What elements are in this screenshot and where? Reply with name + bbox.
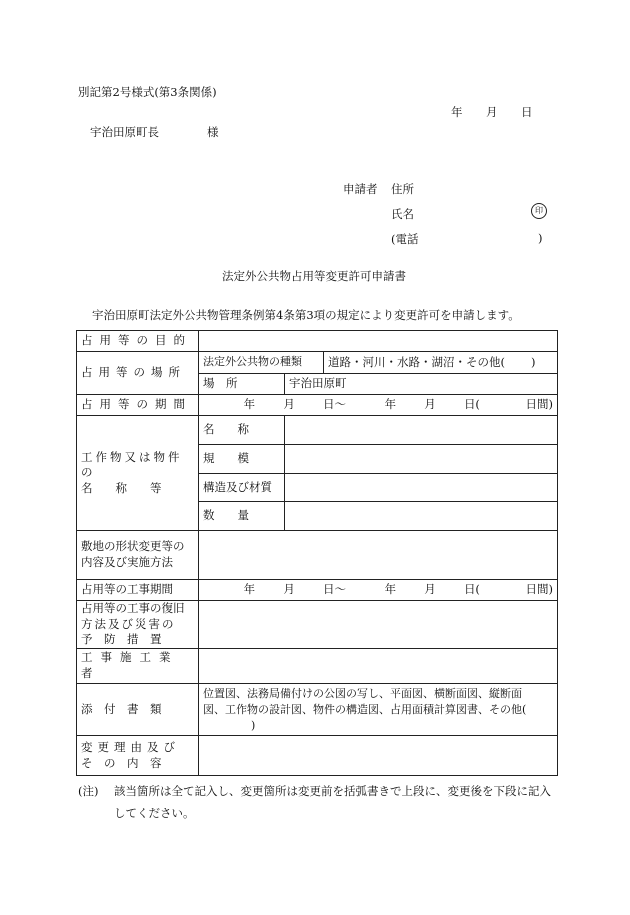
value-work-period[interactable] <box>199 580 558 601</box>
address-label: 住所 <box>391 182 414 196</box>
label-reason-line1: 変更理由及び <box>81 739 180 754</box>
work-day-from: 日〜 <box>322 582 346 597</box>
period-month: 月 <box>283 397 295 412</box>
form-number: 別記第2号様式(第3条関係) <box>78 85 217 99</box>
label-structure-line1: 工作物又は物件の <box>81 449 183 480</box>
label-sub-quantity: 数 量 <box>199 502 285 531</box>
label-purpose: 占用等の目的 <box>77 331 199 352</box>
date-day: 日 <box>521 105 533 119</box>
value-sub-material[interactable] <box>285 474 558 502</box>
label-restore-line1: 占用等の工事の復旧 <box>81 601 185 616</box>
row-reason <box>77 736 558 776</box>
work-year-to: 年 <box>384 582 397 597</box>
label-reason-line2: そ の 内 容 <box>81 755 162 770</box>
label-restore <box>77 601 199 649</box>
value-attachments[interactable] <box>199 684 558 736</box>
label-location: 場 所 <box>199 374 285 395</box>
date-month: 月 <box>486 105 498 119</box>
label-sub-material: 構造及び材質 <box>199 474 285 502</box>
label-structure-line2: 名 称 等 <box>81 480 162 495</box>
row-purpose <box>77 331 558 352</box>
phone-close: ) <box>538 231 543 245</box>
phone-label: (電話 <box>391 232 419 246</box>
footnote <box>78 780 560 824</box>
value-period[interactable] <box>199 395 558 416</box>
label-reason <box>77 736 199 776</box>
addressee-name: 宇治田原町長 <box>90 125 159 139</box>
place-type-options: 道路・河川・水路・湖沼・その他( <box>328 354 505 369</box>
attachments-line3: ) <box>251 718 256 732</box>
value-location[interactable]: 宇治田原町 <box>285 374 558 395</box>
period-month-to: 月 <box>424 397 436 412</box>
label-period: 占用等の期間 <box>77 395 199 416</box>
work-day-to: 日( <box>463 582 480 597</box>
value-sub-quantity[interactable] <box>285 502 558 531</box>
label-restore-line3: 予 防 措 置 <box>81 632 162 647</box>
value-sub-name[interactable] <box>285 416 558 445</box>
seal-icon: 印 <box>531 203 547 219</box>
row-contractor <box>77 649 558 684</box>
period-year-to: 年 <box>384 397 397 412</box>
label-attachments: 添 付 書 類 <box>77 684 199 736</box>
row-structure-name <box>77 416 558 445</box>
period-day-to: 日( <box>463 397 480 412</box>
label-sub-name: 名 称 <box>199 416 285 445</box>
label-restore-line2: 方法及び災害の <box>81 616 176 631</box>
value-restore[interactable] <box>199 601 558 649</box>
label-work-period: 占用等の工事期間 <box>77 580 199 601</box>
row-restore <box>77 601 558 649</box>
row-land-change <box>77 531 558 580</box>
work-month: 月 <box>283 582 295 597</box>
label-sub-scale: 規 模 <box>199 445 285 474</box>
label-land-change-line1: 敷地の形状変更等の <box>81 539 185 554</box>
work-month-to: 月 <box>424 582 436 597</box>
note-text: 該当箇所は全て記入し、変更箇所は変更前を括弧書きで上段に、変更後を下段に記入してください。 <box>114 784 551 820</box>
applicant-label: 申請者 <box>343 182 378 196</box>
row-attachments <box>77 684 558 736</box>
period-days-close: 日間) <box>525 397 553 412</box>
row-place-type <box>77 352 558 374</box>
label-place-type: 法定外公共物の種類 <box>199 352 324 374</box>
period-day-from: 日〜 <box>322 397 346 412</box>
intro-text: 宇治田原町法定外公共物管理条例第4条第3項の規定により変更許可を申請します。 <box>92 308 520 322</box>
work-days-close: 日間) <box>525 582 553 597</box>
attachments-line2: 図、工作物の設計図、物件の構造図、占用面積計算図書、その他( <box>203 702 527 716</box>
attachments-line1: 位置図、法務局備付けの公図の写し、平面図、横断面図、縦断面 <box>203 686 522 700</box>
label-land-change <box>77 531 199 580</box>
period-year: 年 <box>243 397 256 412</box>
place-type-close: ) <box>531 354 536 369</box>
value-reason[interactable] <box>199 736 558 776</box>
name-label: 氏名 <box>391 207 414 221</box>
value-land-change[interactable] <box>199 531 558 580</box>
value-place-type[interactable] <box>324 352 558 374</box>
label-contractor: 工事施工業者 <box>77 649 199 684</box>
row-period <box>77 395 558 416</box>
work-year: 年 <box>243 582 256 597</box>
label-place: 占用等の場所 <box>77 352 199 395</box>
label-structure <box>77 416 199 531</box>
form-title: 法定外公共物占用等変更許可申請書 <box>222 269 406 283</box>
date-year: 年 <box>451 105 463 119</box>
note-label: (注) <box>78 784 99 798</box>
value-sub-scale[interactable] <box>285 445 558 474</box>
value-purpose[interactable] <box>199 331 558 352</box>
row-work-period <box>77 580 558 601</box>
addressee-honorific: 様 <box>207 125 219 139</box>
value-contractor[interactable] <box>199 649 558 684</box>
application-table <box>76 330 558 776</box>
label-land-change-line2: 内容及び実施方法 <box>81 555 173 569</box>
